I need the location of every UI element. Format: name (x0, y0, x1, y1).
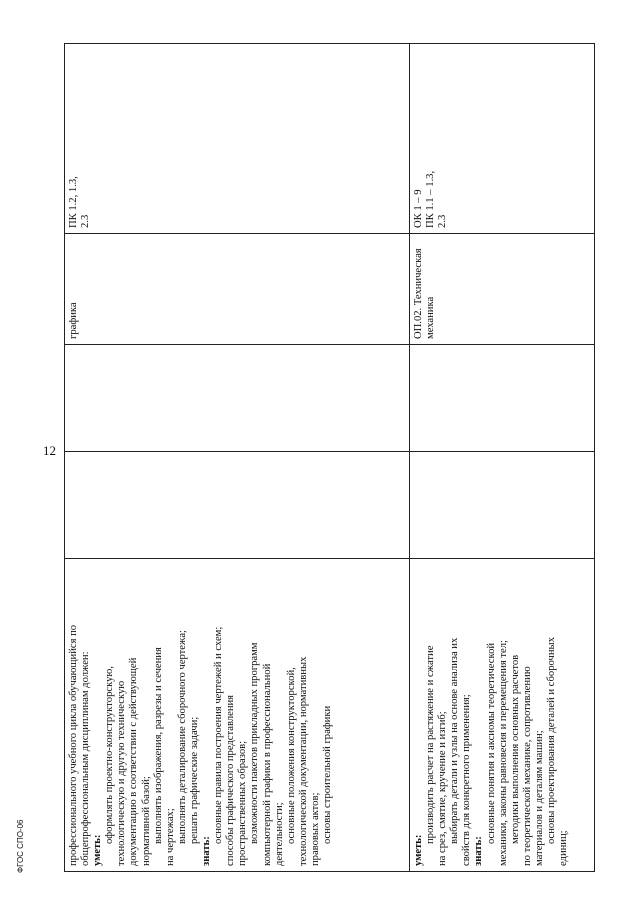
znat-label: знать: (473, 836, 485, 866)
znat-label: знать: (201, 836, 213, 866)
list-item: основные положения конструкторской, (285, 667, 297, 844)
list-item: технологическую и другую техническую (116, 680, 128, 866)
curriculum-table (64, 43, 595, 872)
competency-line: ПК 1.2, 1.3, (68, 176, 79, 228)
list-item: производить расчет на растяжение и сжатие (425, 645, 437, 844)
competency-line: 2.3 (80, 214, 92, 228)
list-item: на чертежах; (164, 808, 176, 866)
list-item: единиц; (558, 830, 570, 866)
table-row (65, 44, 410, 872)
discipline-cell (65, 234, 410, 345)
list-item: основы строительной графики (321, 705, 333, 844)
list-item: выполнять изображения, разрезы и сечения (152, 647, 164, 844)
competencies-cell (410, 44, 595, 234)
list-item: методики выполнения основных расчетов (509, 654, 521, 844)
list-item: деятельности; (273, 802, 285, 866)
list-item: выполнять деталирование сборочного чертежа; (176, 630, 188, 844)
competency-line: 2.3 (437, 214, 449, 228)
empty-cell (65, 345, 410, 452)
list-item: пространственных образов; (237, 740, 249, 866)
intro-line: общепрофессиональным дисциплинам должен: (80, 651, 92, 866)
empty-cell (65, 452, 410, 559)
list-item: материалов и деталям машин; (533, 730, 545, 866)
requirements-cell (65, 559, 410, 872)
umet-label: уметь: (92, 834, 104, 866)
discipline-name: ОП.02. Техническая (413, 248, 424, 339)
competency-line: ПК 1.1 – 1.3, (425, 170, 437, 228)
requirements-cell (410, 559, 595, 872)
list-item: основные понятия и аксиомы теоретической (485, 642, 497, 844)
list-item: документацию в соответствии с действующей (128, 657, 140, 866)
discipline-cell (410, 234, 595, 345)
list-item: выбирать детали и узлы на основе анализа их (449, 637, 461, 844)
list-item: технологической документации, нормативных (297, 656, 309, 866)
list-item: на срез, смятие, кручение и изгиб; (437, 711, 449, 866)
page-number: 12 (43, 443, 56, 458)
discipline-name: графика (68, 302, 79, 339)
list-item: свойств для конкретного применения; (461, 694, 473, 866)
competencies-cell (65, 44, 410, 234)
rotated-page (64, 44, 594, 872)
list-item: возможности пакетов прикладных программ (249, 642, 261, 844)
list-item: правовых актов; (309, 792, 321, 866)
list-item: по теоретической механике, сопротивлению (521, 666, 533, 866)
intro-line: профессионального учебного цикла обучающийся по (68, 624, 79, 866)
empty-cell (410, 452, 595, 559)
list-item: основные правила построения чертежей и схем; (213, 626, 225, 844)
table-row (410, 44, 595, 872)
list-item: механики, законы равновесия и перемещения тел; (497, 640, 509, 866)
list-item: основы проектирования деталей и сборочных (546, 637, 558, 844)
empty-cell (410, 345, 595, 452)
competency-line: ОК 1 – 9 (413, 189, 424, 228)
discipline-name: механика (425, 296, 437, 339)
footer-label: ФГОС СПО-06 (16, 819, 25, 873)
list-item: оформлять проектно-конструкторскую, (104, 666, 116, 844)
list-item: решать графические задачи; (188, 716, 200, 844)
list-item: нормативной базой; (140, 776, 152, 866)
umet-label: уметь: (413, 834, 424, 866)
list-item: компьютерной графики в профессиональной (261, 663, 273, 866)
list-item: способы графического представления (225, 694, 237, 866)
